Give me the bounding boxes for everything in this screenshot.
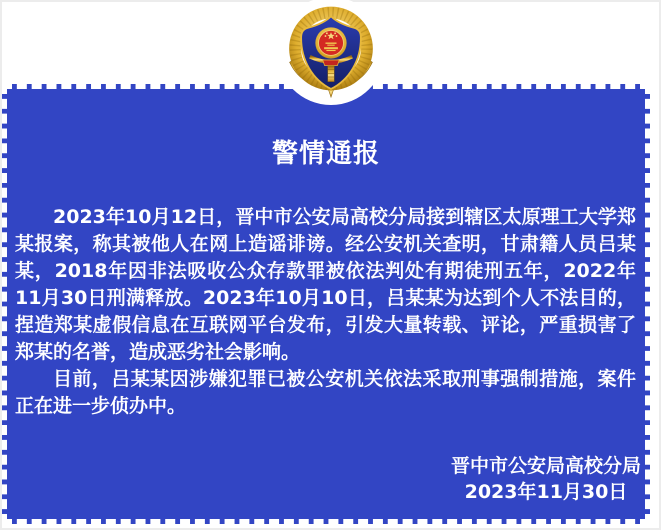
notice-paragraph: 目前，吕某某因涉嫌犯罪已被公安机关依法采取刑事强制措施，案件正在进一步侦办中。 xyxy=(15,368,636,417)
signature-block xyxy=(7,453,645,505)
notice-paragraph: 2023年10月12日，晋中市公安局高校分局接到辖区太原理工大学郑某报案，称其被他人在网上造谣诽谤。经公安机关查明，甘肃籍人员吕某某，2018年因非法吸收公众存款罪被依法判处有期徒刑五年，2022年11月30日刑满释放。2023年10月10日，吕某某为达到个人不法目的，捏造郑某虚假信息在互联网平台发布，引发大量转载、评论，严重损害了郑某的名誉，造成恶劣社会影响。 xyxy=(15,206,636,363)
notice-title: 警情通报 xyxy=(271,139,380,169)
notice-body xyxy=(7,204,645,420)
signature-agency: 晋中市公安局高校分局 xyxy=(450,455,641,477)
notice-panel xyxy=(2,84,650,524)
police-badge-icon xyxy=(285,5,377,103)
signature-date: 2023年11月30日 xyxy=(464,481,628,503)
